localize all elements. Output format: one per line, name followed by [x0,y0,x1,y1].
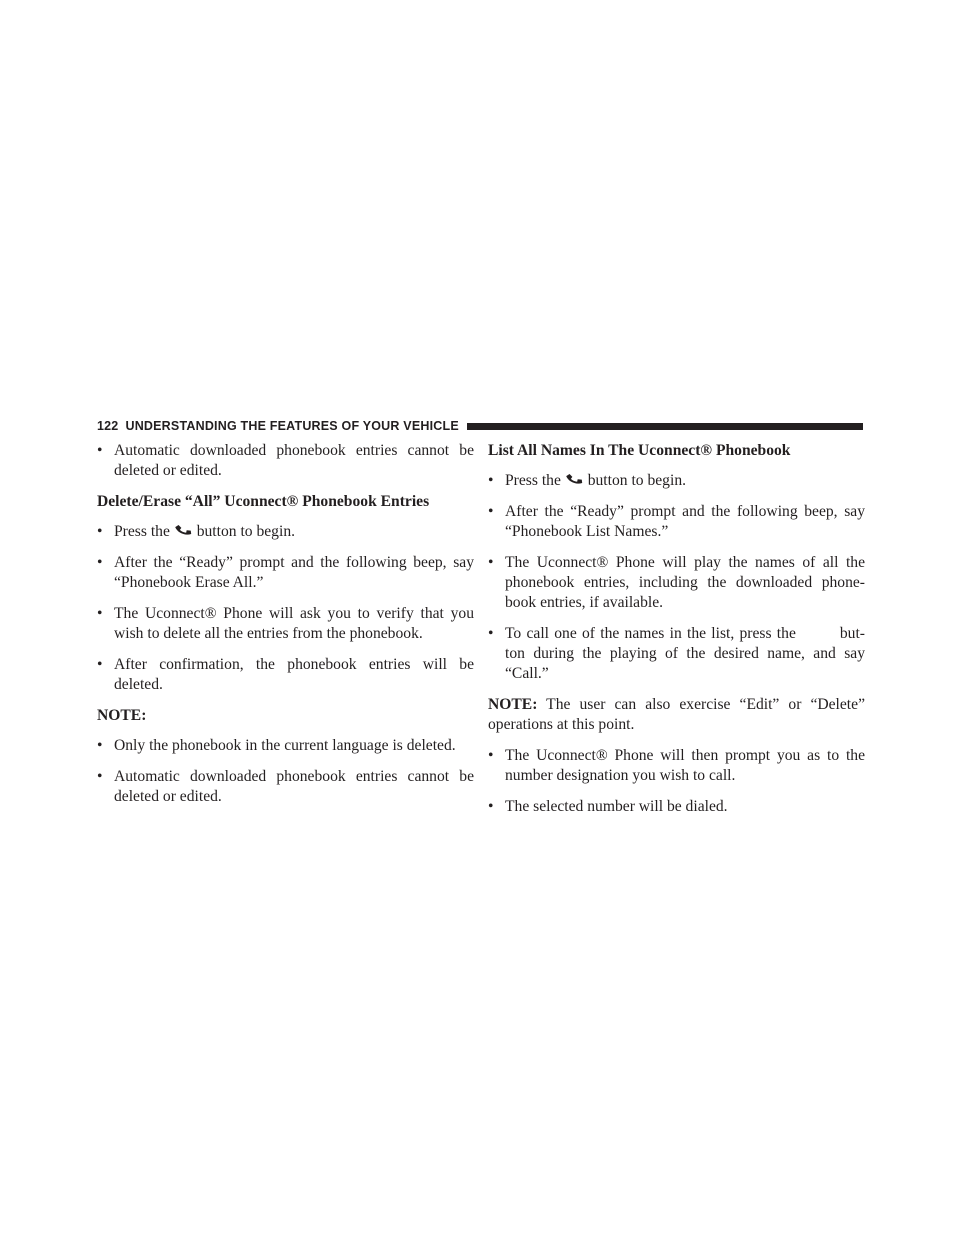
phone-handset-icon [175,523,192,537]
bullet-dot: • [488,747,494,764]
right-column [488,441,865,828]
bullet-text-start: To call one of the names in the list, press the [505,625,796,642]
note-paragraph [488,695,865,735]
bullet-item [97,441,474,481]
bullet-dot: • [488,554,494,571]
bullet-dot: • [97,442,103,459]
bullet-dot: • [488,472,494,489]
page-header [97,418,863,434]
bullet-dot: • [97,656,103,673]
bullet-text-end: but-ton during the playing of the desired name, and say “Call.” [505,625,865,682]
bullet-text: After the “Ready” prompt and the following beep, say “Phonebook List Names.” [505,503,865,540]
bullet-text-start: Press the [505,472,561,489]
bullet-text: Only the phonebook in the current language is deleted. [114,737,456,754]
bullet-text: The Uconnect® Phone will ask you to verify that you wish to delete all the entries from the phonebook. [114,605,474,642]
bullet-dot: • [488,625,494,642]
bullet-item [488,471,865,491]
bullet-dot: • [97,605,103,622]
bullet-item [97,522,474,542]
bullet-dot: • [97,554,103,571]
bullet-dot: • [97,737,103,754]
bullet-text: Automatic downloaded phonebook entries cannot be deleted or edited. [114,768,474,805]
page-number: 122 [97,419,119,433]
bullet-item [97,655,474,695]
bullet-text: After the “Ready” prompt and the following beep, say “Phonebook Erase All.” [114,554,474,591]
bullet-dot: • [97,768,103,785]
header-rule [467,423,863,430]
section-heading: List All Names In The Uconnect® Phonebook [488,442,791,459]
bullet-item [488,797,865,817]
bullet-text-end: button to begin. [196,523,296,540]
bullet-text-end: button to begin. [587,472,687,489]
bullet-text: After confirmation, the phonebook entries will be deleted. [114,656,474,693]
bullet-item [488,746,865,786]
bullet-dot: • [97,523,103,540]
bullet-item [97,553,474,593]
bullet-dot: • [488,798,494,815]
note-text: The user can also exercise “Edit” or “Delete” operations at this point. [488,696,865,733]
bullet-text: The Uconnect® Phone will then prompt you as to the number designation you wish to call. [505,747,865,784]
bullet-text: The selected number will be dialed. [505,798,728,815]
bullet-text: The Uconnect® Phone will play the names of all the phonebook entries, including the downloaded phone-book entries, if available. [505,554,865,611]
note-label: NOTE: [488,696,538,713]
section-title: UNDERSTANDING THE FEATURES OF YOUR VEHICLE [125,419,459,433]
bullet-item [488,624,865,684]
left-column [97,441,474,818]
bullet-item [488,502,865,542]
bullet-item [97,604,474,644]
bullet-text-start: Press the [114,523,170,540]
note-heading: NOTE: [97,707,147,724]
bullet-item [97,736,474,756]
bullet-text: Automatic downloaded phonebook entries cannot be deleted or edited. [114,442,474,479]
bullet-item [488,553,865,613]
section-heading: Delete/Erase “All” Uconnect® Phonebook Entries [97,493,430,510]
bullet-item [97,767,474,807]
phone-handset-icon [566,472,583,486]
bullet-dot: • [488,503,494,520]
